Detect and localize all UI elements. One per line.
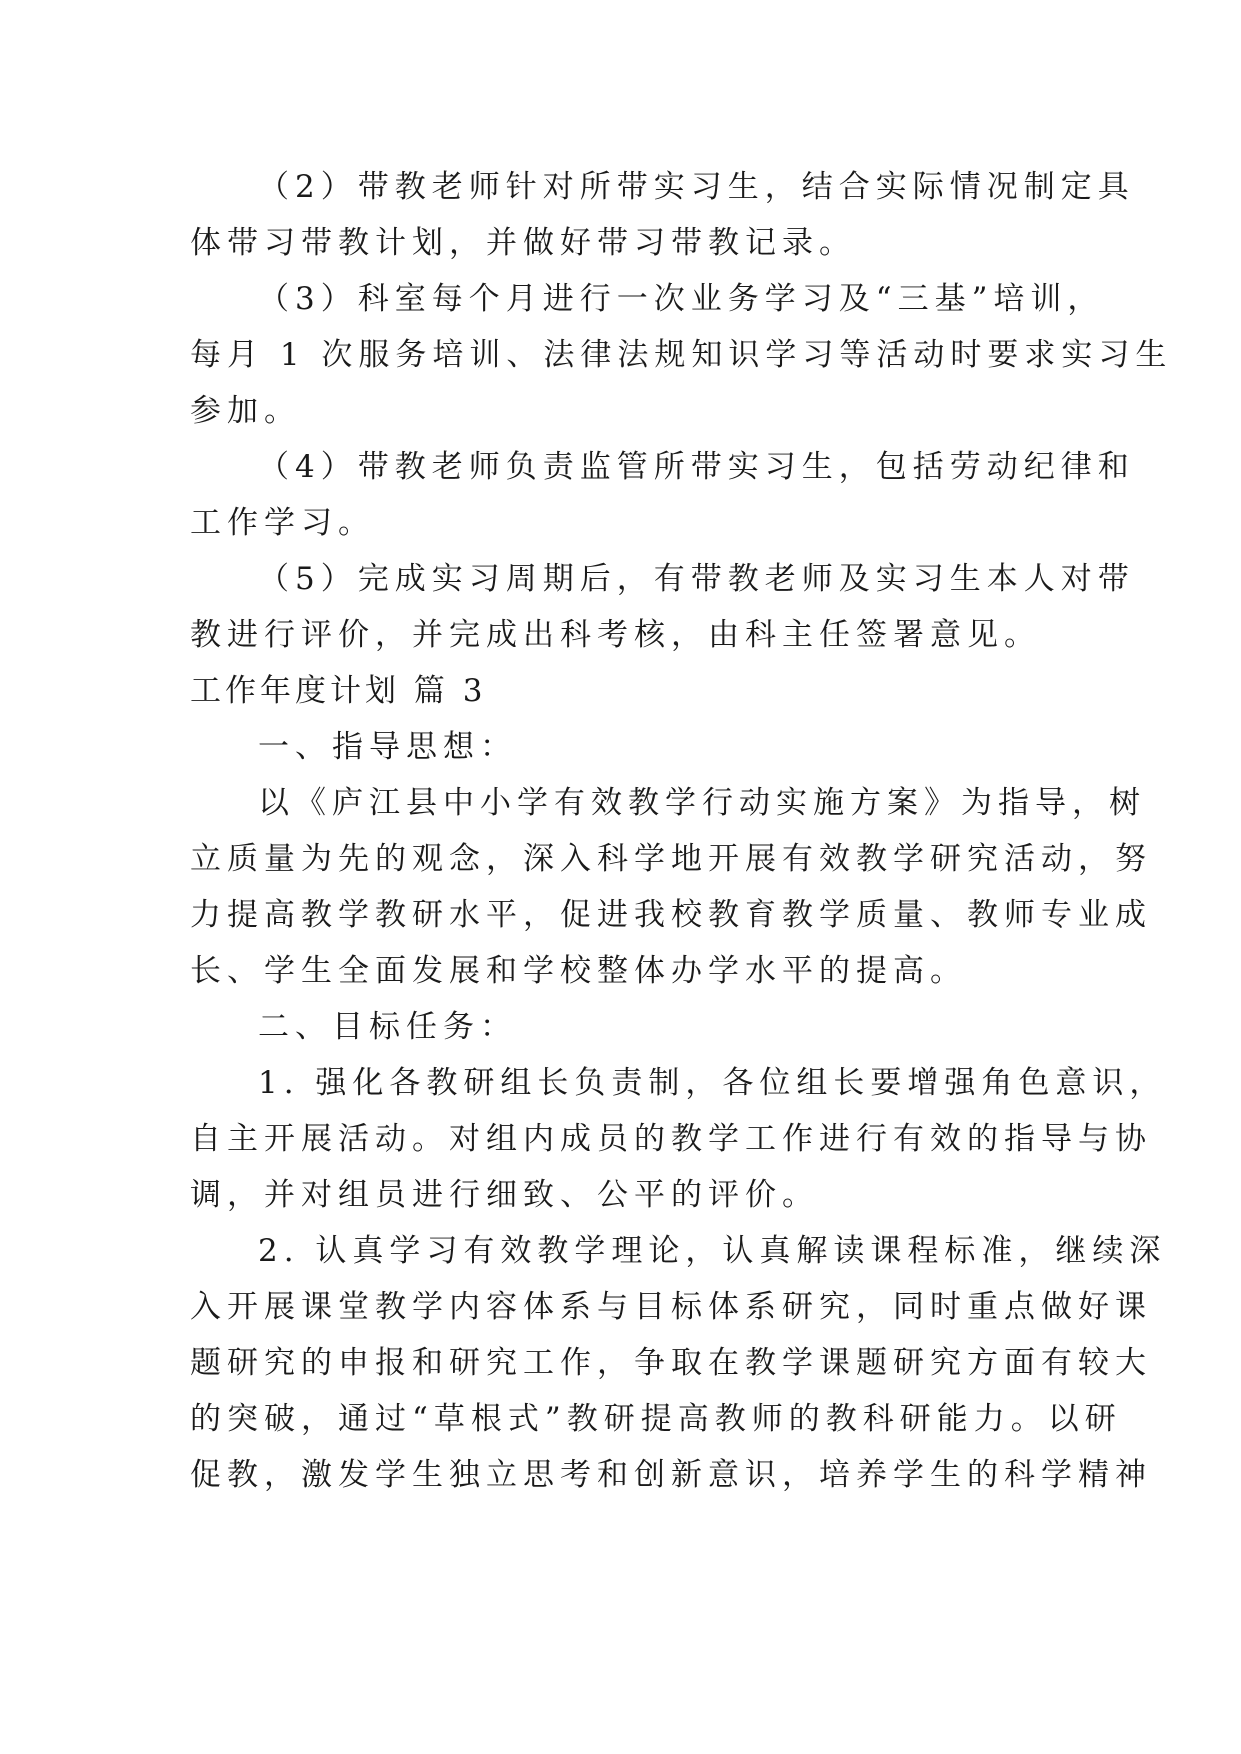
section-heading: 工作年度计划 篇 3 (190, 673, 487, 709)
text-line: 2. 认真学习有效教学理论，认真解读课程标准，继续深 (258, 1233, 1167, 1269)
text-line: （4）带教老师负责监管所带实习生，包括劳动纪律和 (258, 449, 1135, 485)
text-line: 长、学生全面发展和学校整体办学水平的提高。 (190, 953, 967, 989)
text-line: （3）科室每个月进行一次业务学习及“三基”培训， (258, 281, 1105, 317)
text-line: 教进行评价，并完成出科考核，由科主任签署意见。 (190, 617, 1041, 653)
text-line: 题研究的申报和研究工作，争取在教学课题研究方面有较大 (190, 1345, 1152, 1381)
text-line: 力提高教学教研水平，促进我校教育教学质量、教师专业成 (190, 897, 1152, 933)
text-line: 1. 强化各教研组长负责制，各位组长要增强角色意识， (258, 1065, 1167, 1101)
text-line: 每月 1 次服务培训、法律法规知识学习等活动时要求实习生 (190, 337, 1173, 373)
text-line: 的突破，通过“草根式”教研提高教师的教科研能力。以研 (190, 1401, 1122, 1437)
text-line: 立质量为先的观念，深入科学地开展有效教学研究活动，努 (190, 841, 1152, 877)
text-line: 一、指导思想： (258, 729, 517, 765)
text-line: 工作学习。 (190, 505, 375, 541)
text-line: 入开展课堂教学内容体系与目标体系研究，同时重点做好课 (190, 1289, 1152, 1325)
text-line: 以《庐江县中小学有效教学行动实施方案》为指导，树 (258, 785, 1146, 821)
text-line: 促教，激发学生独立思考和创新意识，培养学生的科学精神 (190, 1457, 1152, 1493)
text-line: 体带习带教计划，并做好带习带教记录。 (190, 225, 856, 261)
text-line: 参加。 (190, 393, 301, 429)
text-line: （5）完成实习周期后，有带教老师及实习生本人对带 (258, 561, 1135, 597)
text-line: 自主开展活动。对组内成员的教学工作进行有效的指导与协 (190, 1121, 1152, 1157)
text-line: 二、目标任务： (258, 1009, 517, 1045)
text-line: （2）带教老师针对所带实习生，结合实际情况制定具 (258, 169, 1135, 205)
text-line: 调，并对组员进行细致、公平的评价。 (190, 1177, 819, 1213)
